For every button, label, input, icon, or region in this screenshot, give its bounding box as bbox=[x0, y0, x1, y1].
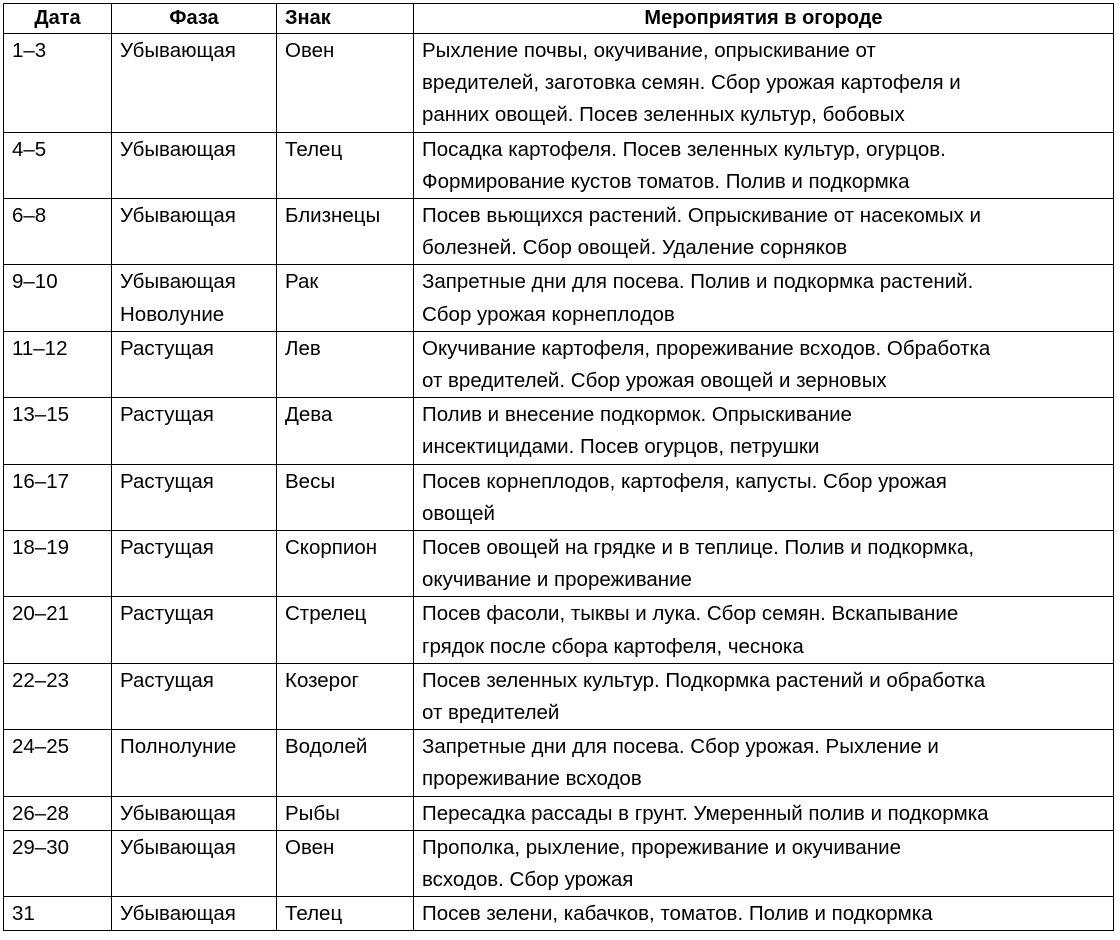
table-row bbox=[4, 464, 1114, 530]
activity-line: Посев корнеплодов, картофеля, капусты. Сбор урожая bbox=[422, 469, 947, 493]
cell-phase bbox=[112, 597, 277, 663]
table-row bbox=[4, 531, 1114, 597]
phase-line: Убывающая bbox=[120, 835, 236, 859]
activity-line: Формирование кустов томатов. Полив и подкормка bbox=[422, 169, 910, 193]
activity-line: ранних овощей. Посев зеленных культур, бобовых bbox=[422, 103, 905, 127]
activity-line: прореживание всходов bbox=[422, 767, 642, 791]
cell-sign: Лев bbox=[277, 331, 414, 397]
activity-line: инсектицидами. Посев огурцов, петрушки bbox=[422, 435, 820, 459]
cell-activities bbox=[414, 663, 1114, 729]
cell-sign: Телец bbox=[277, 897, 414, 931]
phase-line: Убывающая bbox=[120, 902, 236, 926]
activity-line: от вредителей. Сбор урожая овощей и зерновых bbox=[422, 369, 887, 393]
cell-sign: Водолей bbox=[277, 730, 414, 796]
phase-line: Убывающая bbox=[120, 204, 236, 228]
activity-line: грядок после сбора картофеля, чеснока bbox=[422, 634, 804, 658]
cell-phase bbox=[112, 265, 277, 331]
table-row bbox=[4, 897, 1114, 931]
cell-sign: Весы bbox=[277, 464, 414, 530]
cell-sign: Скорпион bbox=[277, 531, 414, 597]
cell-sign: Дева bbox=[277, 398, 414, 464]
cell-sign: Стрелец bbox=[277, 597, 414, 663]
activity-line: Посадка картофеля. Посев зеленных культур, огурцов. bbox=[422, 137, 946, 161]
cell-date: 20–21 bbox=[4, 597, 112, 663]
phase-line: Растущая bbox=[120, 668, 214, 692]
cell-date: 16–17 bbox=[4, 464, 112, 530]
cell-activities bbox=[414, 398, 1114, 464]
phase-line: Растущая bbox=[120, 602, 214, 626]
cell-phase bbox=[112, 199, 277, 265]
cell-sign: Рак bbox=[277, 265, 414, 331]
cell-phase bbox=[112, 730, 277, 796]
table-row bbox=[4, 830, 1114, 896]
cell-phase bbox=[112, 464, 277, 530]
cell-activities bbox=[414, 730, 1114, 796]
phase-line: Убывающая bbox=[120, 270, 236, 294]
phase-line: Растущая bbox=[120, 536, 214, 560]
activity-line: Прополка, рыхление, прореживание и окучивание bbox=[422, 835, 902, 859]
cell-date: 13–15 bbox=[4, 398, 112, 464]
cell-phase bbox=[112, 897, 277, 931]
activity-line: Запретные дни для посева. Полив и подкормка растений. bbox=[422, 270, 974, 294]
header-date: Дата bbox=[4, 4, 112, 34]
cell-activities bbox=[414, 597, 1114, 663]
cell-activities bbox=[414, 796, 1114, 830]
cell-activities bbox=[414, 464, 1114, 530]
cell-date: 1–3 bbox=[4, 34, 112, 133]
activity-line: всходов. Сбор урожая bbox=[422, 868, 634, 892]
activity-line: Полив и внесение подкормок. Опрыскивание bbox=[422, 403, 852, 427]
cell-date: 6–8 bbox=[4, 199, 112, 265]
header-sign: Знак bbox=[277, 4, 414, 34]
table-row bbox=[4, 730, 1114, 796]
cell-date: 22–23 bbox=[4, 663, 112, 729]
phase-line: Растущая bbox=[120, 469, 214, 493]
phase-line: Убывающая bbox=[120, 39, 236, 62]
cell-phase bbox=[112, 331, 277, 397]
cell-sign: Телец bbox=[277, 132, 414, 198]
cell-activities bbox=[414, 265, 1114, 331]
activity-line: вредителей, заготовка семян. Сбор урожая картофеля и bbox=[422, 71, 961, 95]
table-row bbox=[4, 597, 1114, 663]
cell-activities bbox=[414, 531, 1114, 597]
phase-line: Убывающая bbox=[120, 801, 236, 825]
activity-line: Посев фасоли, тыквы и лука. Сбор семян. Вскапывание bbox=[422, 602, 959, 626]
cell-date: 24–25 bbox=[4, 730, 112, 796]
table-row bbox=[4, 331, 1114, 397]
cell-phase bbox=[112, 398, 277, 464]
table-row bbox=[4, 398, 1114, 464]
activity-line: Посев зеленных культур. Подкормка растений и обработка bbox=[422, 668, 986, 692]
table-row bbox=[4, 199, 1114, 265]
activity-line: Посев зелени, кабачков, томатов. Полив и подкормка bbox=[422, 902, 933, 926]
cell-phase bbox=[112, 830, 277, 896]
table-row bbox=[4, 663, 1114, 729]
cell-date: 31 bbox=[4, 897, 112, 931]
cell-sign: Овен bbox=[277, 830, 414, 896]
activity-line: окучивание и прореживание bbox=[422, 568, 692, 592]
header-activities: Мероприятия в огороде bbox=[414, 4, 1114, 34]
cell-activities bbox=[414, 897, 1114, 931]
activity-line: Посев овощей на грядке и в теплице. Полив и подкормка, bbox=[422, 536, 975, 560]
cell-date: 29–30 bbox=[4, 830, 112, 896]
header-phase: Фаза bbox=[112, 4, 277, 34]
cell-activities bbox=[414, 132, 1114, 198]
cell-activities bbox=[414, 830, 1114, 896]
table-header-row bbox=[4, 4, 1114, 34]
activity-line: Пересадка рассады в грунт. Умеренный полив и подкормка bbox=[422, 801, 989, 825]
cell-activities bbox=[414, 34, 1114, 133]
garden-calendar-table bbox=[3, 3, 1114, 931]
phase-line: Растущая bbox=[120, 336, 214, 360]
cell-date: 26–28 bbox=[4, 796, 112, 830]
phase-line: Полнолуние bbox=[120, 735, 237, 759]
cell-date: 9–10 bbox=[4, 265, 112, 331]
table-row bbox=[4, 132, 1114, 198]
activity-line: Запретные дни для посева. Сбор урожая. Рыхление и bbox=[422, 735, 939, 759]
activity-line: болезней. Сбор овощей. Удаление сорняков bbox=[422, 236, 848, 260]
table-row bbox=[4, 34, 1114, 133]
cell-sign: Овен bbox=[277, 34, 414, 133]
cell-phase bbox=[112, 531, 277, 597]
cell-activities bbox=[414, 331, 1114, 397]
lunar-garden-calendar bbox=[3, 3, 1114, 931]
cell-date: 18–19 bbox=[4, 531, 112, 597]
activity-line: Посев вьющихся растений. Опрыскивание от насекомых и bbox=[422, 204, 981, 228]
cell-phase bbox=[112, 796, 277, 830]
phase-line: Убывающая bbox=[120, 137, 236, 161]
cell-date: 4–5 bbox=[4, 132, 112, 198]
cell-activities bbox=[414, 199, 1114, 265]
activity-line: Окучивание картофеля, прореживание всходов. Обработка bbox=[422, 336, 991, 360]
cell-date: 11–12 bbox=[4, 331, 112, 397]
cell-phase bbox=[112, 663, 277, 729]
table-body bbox=[4, 34, 1114, 931]
cell-sign: Козерог bbox=[277, 663, 414, 729]
phase-line: Растущая bbox=[120, 403, 214, 427]
table-row bbox=[4, 796, 1114, 830]
cell-sign: Рыбы bbox=[277, 796, 414, 830]
activity-line: Рыхление почвы, окучивание, опрыскивание от bbox=[422, 39, 876, 62]
cell-sign: Близнецы bbox=[277, 199, 414, 265]
activity-line: овощей bbox=[422, 501, 495, 525]
cell-phase bbox=[112, 34, 277, 133]
activity-line: Сбор урожая корнеплодов bbox=[422, 302, 675, 326]
phase-line: Новолуние bbox=[120, 302, 225, 326]
activity-line: от вредителей bbox=[422, 701, 560, 725]
cell-phase bbox=[112, 132, 277, 198]
table-row bbox=[4, 265, 1114, 331]
